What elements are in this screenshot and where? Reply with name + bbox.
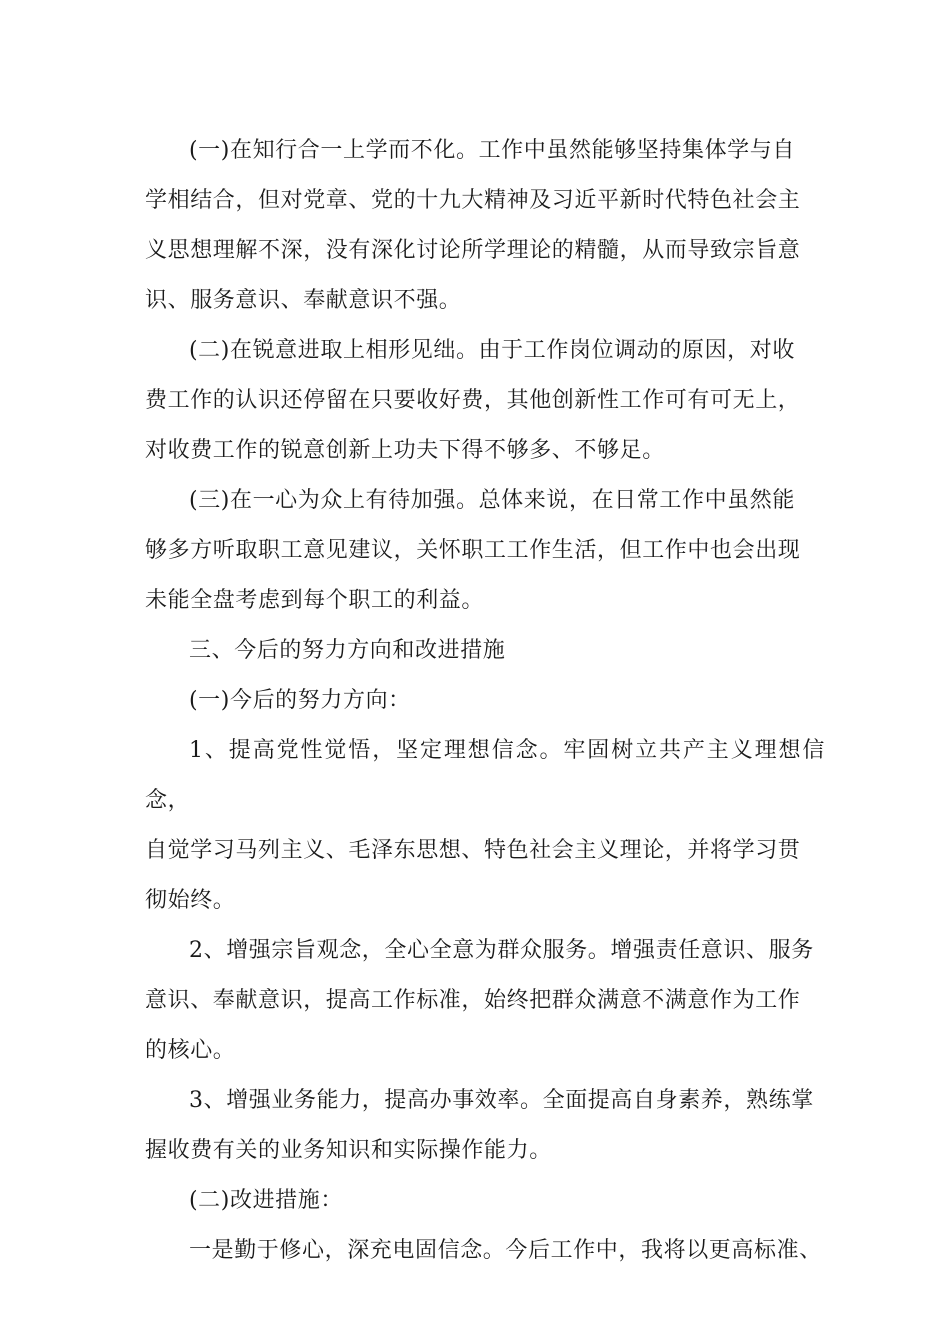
paragraph-item-1: 1、提高党性觉悟，坚定理想信念。牢固树立共产主义理想信念， 自觉学习马列主义、毛泽东思想、特色社会主义理论，并将学习贯 彻始终。: [145, 738, 825, 913]
paragraph-item-2: 2、增强宗旨观念，全心全意为群众服务。增强责任意识、服务 意识、奉献意识，提高工作标准，始终把群众满意不满意作为工作 的核心。: [145, 938, 814, 1063]
document-body: [145, 126, 825, 1276]
paragraph-3: (三)在一心为众上有待加强。总体来说，在日常工作中虽然能 够多方听取职工意见建议，关怀职工工作生活，但工作中也会出现 未能全盘考虑到每个职工的利益。: [145, 488, 801, 613]
paragraph-item-3: 3、增强业务能力，提高办事效率。全面提高自身素养，熟练掌 握收费有关的业务知识和实际操作能力。: [145, 1088, 814, 1163]
paragraph-1: (一)在知行合一上学而不化。工作中虽然能够坚持集体学与自 学相结合，但对党章、党的十九大精神及习近平新时代特色社会主 义思想理解不深，没有深化讨论所学理论的精髓，从而导致宗旨意 识、服务意识、奉献意识不强。: [145, 138, 801, 313]
section-heading: 三、今后的努力方向和改进措施: [189, 638, 506, 663]
subsection-heading-1: (一)今后的努力方向：: [189, 688, 411, 713]
paragraph-2: (二)在锐意进取上相形见绌。由于工作岗位调动的原因，对收 费工作的认识还停留在只要收好费，其他创新性工作可有可无上， 对收费工作的锐意创新上功夫下得不够多、不够足。: [145, 338, 801, 463]
paragraph-measure-1: 一是勤于修心，深充电固信念。今后工作中，我将以更高标准、: [189, 1238, 822, 1263]
subsection-heading-2: (二)改进措施：: [189, 1188, 343, 1213]
